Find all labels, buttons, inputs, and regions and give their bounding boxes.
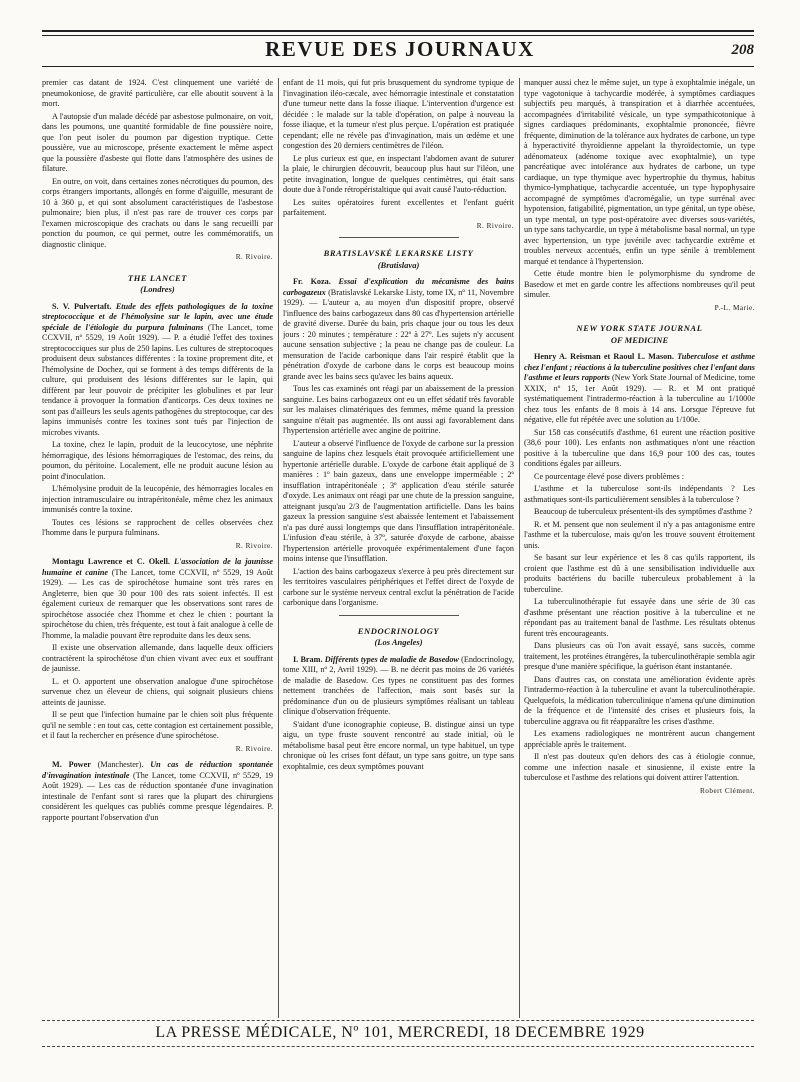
header-rule bbox=[42, 66, 754, 67]
article-author: S. V. Pulvertaft. bbox=[52, 301, 112, 311]
paragraph: Il se peut que l'infection humaine par le chien soit plus fréquente qu'il ne semble : en tout cas, cette contagion est certainement possible, et il faut la rechercher en présence d'une spirochétose. bbox=[42, 710, 273, 740]
paragraph: A l'autopsie d'un malade décédé par asbestose pulmonaire, on voit, dans les poumons, une quantité formidable de fine poussière noire, que l'on peut isoler du poumon par digestion tryptique. Cette poussière, vue au microscope, présente exactement le même aspect que la poussière d'asbeste qui flotte dans l'atmosphère des usines de filature. bbox=[42, 111, 273, 173]
footer-rule bbox=[42, 1046, 754, 1047]
paragraph: manquer aussi chez le même sujet, un type à exophtalmie inégale, un type vagotonique à tachycardie modérée, à symptômes cardiaques subjectifs peu marqués, à transpiration et à diarrhée accentuées, accompagnées d'irritabilité vésicale, un type sympathicotonique à signes cardiaques prédominants, exophtalmie prononcée, fièvre fréquente, diminution de la tolérance aux hydrates de carbone, un type à hyperactivité thyroïdienne appelant la thyroïdectomie, un type adénomateux (adénome toxique avec exophtalmie), un type pancréatique avec intolérance aux hydrates de carbone, un type cardiaque, un type thymique avec hypertrophie du thymus, habitus thymico-lymphatique, tachycardie accentuée, un type hypophysaire accompagné de symptômes d'acromégalie, un type surrénal avec hypotension, fatigabilité, pigmentation, un type génital, un type obèse, un type mental, un type post-opératoire avec diverses sous-variétés, un type sans tachycardie, un type à métabolisme basal normal, un type avec hypertension, un type juvénile avec tachycardie extrême et troubles nerveux accentués, enfin un type sénile à tremblement marqué et tendance à l'hypertension. bbox=[524, 78, 755, 266]
article-author-place: (Manchester). bbox=[97, 760, 144, 769]
paragraph: Toutes ces lésions se rapprochent de celles observées chez l'homme dans le purpura fulminans. bbox=[42, 517, 273, 537]
paragraph: L'auteur a observé l'influence de l'oxyde de carbone sur la pression sanguine de lapins chez lesquels était provoquée artificiellement une hypertonie artérielle durable. L'oxyde de carbone était appliqué de 3 manières : 1º bain gazeux, dans une enveloppe imperméable ; 2º insufflation intrapéritonéale ; 3º application d'eau stérile saturée d'oxyde. Les animaux ont réagi par une chute de la pression sanguine, atteignant jusqu'au 2/3 de l'augmentation artificielle. Dans les bains gazeux la pression sanguine s'est abaissée lentement et l'abaissement n'a pas duré aussi longtemps que dans l'insufflation intrapéritonéale. L'infusion d'eau stérile, à 37º, saturée d'oxyde de carbone, abaisse l'hypertension artérielle provoquée expérimentalement d'une façon moins intense que l'insufflation. bbox=[283, 438, 514, 563]
article-author: Henry A. Reisman et Raoul L. Mason. bbox=[534, 352, 674, 361]
author-signature: R. Rivoire. bbox=[235, 253, 273, 261]
article-header bbox=[283, 655, 514, 718]
journal-city: (Los Angeles) bbox=[374, 637, 423, 647]
journal-heading: ENDOCRINOLOGY bbox=[357, 625, 440, 636]
journal-section-title: REVUE DES JOURNAUX bbox=[265, 37, 535, 61]
article-header bbox=[42, 760, 273, 823]
paragraph: Il existe une observation allemande, dans laquelle deux officiers contractèrent la spirochétose d'un chien vivant avec eux et souffrant de jaunisse. bbox=[42, 643, 273, 673]
article-body: (The Lancet, tome CCXVII, nº 5529, 19 Août 1929). — P. a étudié l'effet des toxines streptococciques sur plus de 250 lapins. Les cultures de streptocoques produisent deux substances différentes : la toxine proprement dite, et l'hémolysine de Dochez, qui se forment à des temps différents de la culture, qui produisent des lésions différentes sur le lapin, qui diffèrent par leur pouvoir de précipiter les globulines et par leur tendance à provoquer la formation d'anticorps. Ces deux toxines ne sont pas d'ailleurs les seuls agents pathogènes du streptocoque, car des lapins immunisés contre les toxines sont tués par l'injection de microbes vivants. bbox=[42, 322, 273, 437]
paragraph: S'aidant d'une iconographie copieuse, B. distingue ainsi un type aigu, un type fruste souvent rencontré au stade initial, où le métabolisme basal peut être encore normal, un type habituel, un type chronique où les crises font défaut, un type sans goitre, un type sans exophtalmie, ces deux symptômes pouvant bbox=[283, 719, 514, 771]
paragraph: Dans plusieurs cas où l'on avait essayé, sans succès, comme traitement, les protéines étrangères, la tuberculinothérapie sembla agir presque d'une manière spécifique, la guérison étant instantanée. bbox=[524, 641, 755, 671]
footer-rule bbox=[42, 1020, 754, 1021]
author-signature: P.-L. Marie. bbox=[714, 303, 755, 312]
page-number: 208 bbox=[731, 42, 754, 58]
paragraph: R. et M. pensent que non seulement il n'y a pas antagonisme entre l'asthme et la tuberculose, mais qu'on les trouve souvent étroitement unis. bbox=[524, 519, 755, 550]
paragraph: En outre, on voit, dans certaines zones nécrotiques du poumon, des corps étrangers importants, allongés en forme d'aiguille, mesurant de 10 à 360 μ, et qui sont absolument caractéristiques de l'asbestose pulmonaire; bien plus, il n'est pas rare de trouver ces corps par l'examen microscopique des crachats ou dans le sang recueilli par ponction du poumon, ce qui permet, outre les commémoratifs, un diagnostic clinique. bbox=[42, 176, 273, 249]
author-signature: R. Rivoire. bbox=[235, 541, 273, 550]
article-body: (Bratislavské Lekarske Listy, tome IX, nº 11, Novembre 1929). — L'auteur a, au moyen d'un dispositif propre, observé l'influence des bains carbogazeux dans 80 cas d'hypertension artérielle de gravité diverse. Durée du bain, pris chaque jour ou tous les deux jours : 20 minutes ; température : 22º à 27º. Les sujets n'y accusent aucune sensation subjective ; la peau ne change pas de couleur. La mensuration de l'acide carbonique dans l'air respiré établit que la pénétration d'oxyde de carbone dans le corps est beaucoup moins grande avec les bains secs qu'avec les bains aqueux. bbox=[283, 287, 514, 381]
article-header bbox=[42, 557, 273, 641]
journal-heading: THE LANCET bbox=[127, 272, 188, 283]
paragraph: Les examens radiologiques ne montrèrent aucun changement appréciable après le traitement. bbox=[524, 729, 755, 749]
article-body: (Endocrinology, tome XIII, nº 2, Avril 1929). — B. ne décrit pas moins de 26 variétés de maladie de Basedow. Ces types ne constituent pas des formes nettement tranchées de l'affection, mais sont basés sur la prédominance d'un ou de plusieurs symptômes réalisant un tableau clinique d'observation fréquente. bbox=[283, 654, 514, 716]
article-author: M. Power bbox=[52, 760, 91, 769]
article-author: Fr. Koza. bbox=[293, 277, 331, 286]
article-body: (New York State Journal of Medicine, tome XXIX, nº 15, 1er Août 1929). — R. et M ont pratiqué systématiquement l'intradermo-réaction à la tuberculine au 1/1000e chez tous les enfants de 8 mois à 14 ans. Lorsque l'épreuve fut négative, elle fut répétée avec une solution au 1/100e. bbox=[524, 373, 755, 424]
paragraph: Beaucoup de tuberculeux présentent-ils des symptômes d'asthme ? bbox=[534, 507, 753, 516]
article-header bbox=[42, 302, 273, 439]
article-title: Différents types de maladie de Basedow bbox=[324, 654, 459, 664]
paragraph: Sur 158 cas consécutifs d'asthme, 61 eurent une réaction positive (38,6 pour 100). Les enfants non asthmatiques n'ont une réaction positive à la tuberculine que dans 16,9 pour 100 des cas, toutes conditions égales par ailleurs. bbox=[524, 427, 755, 468]
article-body: (The Lancet, tome CCXVII, nº 5529, 19 Août 1929). — Les cas de réduction spontanée d'une invagination intestinale de l'enfant sont si rares que la plupart des chirurgiens considèrent les quelques cas publiés comme presque légendaires. P. rapporte pourtant l'observation d'un bbox=[42, 770, 273, 822]
author-signature: R. Rivoire. bbox=[476, 221, 514, 230]
paragraph: Cette étude montre bien le polymorphisme du syndrome de Basedow et met en garde contre les affections nombreuses qu'il peut simuler. bbox=[524, 269, 755, 299]
article-author: I. Bram. bbox=[293, 654, 323, 664]
paragraph: La tuberculinothérapie fut essayée dans une série de 30 cas d'asthme présentant une réaction positive à la tuberculine et ne répondant pas au traitement banal de l'asthme. Les résultats obtenus furent très encourageants. bbox=[524, 597, 755, 638]
paragraph: premier cas datant de 1924. C'est clinquement une variété de pneumokoniose, de gravité particulière, car elle aboutit souvent à la mort. bbox=[42, 78, 273, 108]
author-signature: R. Rivoire. bbox=[235, 744, 273, 753]
column-middle bbox=[283, 78, 514, 1018]
paragraph: L'hémolysine produit de la leucopénie, des hémorragies locales en injection intramusculaire ou intrapéritonéale, même chez les animaux immunisés contre la toxine. bbox=[42, 484, 273, 514]
paragraph: L. et O. apportent une observation analogue d'une spirochétose survenue chez un éleveur de chiens, qui soignait plusieurs chiens atteints de jaunisse. bbox=[42, 676, 273, 707]
paragraph: Ce pourcentage élevé pose divers problèmes : bbox=[534, 471, 685, 481]
footer-publication-line: LA PRESSE MÉDICALE, Nº 101, MERCREDI, 18 DECEMBRE 1929 bbox=[155, 1024, 645, 1041]
top-rule bbox=[42, 30, 754, 36]
column-right bbox=[524, 78, 755, 1018]
paragraph: L'asthme et la tuberculose sont-ils indépendants ? Les asthmatiques sont-ils particulièrement sensibles à la tuberculose ? bbox=[524, 484, 755, 504]
section-divider bbox=[339, 615, 459, 616]
paragraph: Les suites opératoires furent excellentes et l'enfant guérit parfaitement. bbox=[283, 197, 514, 217]
paragraph: Tous les cas examinés ont réagi par un abaissement de la pression sanguine. Les bains carbogazeux ont eu un effet sédatif très favorable sur les malaises climatériques des femmes, même quand la pression sanguine n'était pas augmentée. Ils ont aussi agi favorablement dans l'hypertension artérielle avec angine de poitrine. bbox=[283, 384, 514, 435]
column-separator bbox=[278, 78, 279, 1018]
article-title: Un cas de réduction spontanée d'invagination intestinale bbox=[42, 760, 273, 780]
article-body: (The Lancet, tome CCXVII, nº 5529, 19 Août 1929). — Les cas de spirochétose humaine sont très rares en Angleterre, bien que 30 pour 100 des rats soient infectés. Il est également curieux de remarquer que les observations sont rares de spirochétose associée chez l'homme et chez le chien : pourtant la spirochétose du chien, très fréquente, est tout à fait analogue à celle de l'homme, la maladie pouvant être reproduite dans les deux sens. bbox=[42, 567, 273, 640]
paragraph: Il n'est pas douteux qu'en dehors des cas à étiologie connue, comme une infection nasale et sinusienne, il existe entre la tuberculose et l'asthme des relations qui doivent attirer l'attention. bbox=[524, 752, 755, 782]
column-left bbox=[42, 78, 273, 1018]
article-header bbox=[283, 277, 514, 382]
author-signature: Robert Clément. bbox=[699, 786, 755, 795]
article-title: Etude des effets pathologiques de la toxine streptococcique et de l'hémolysine sur le lapin, avec une étude spéciale de l'étiologie du purpura fulminans bbox=[42, 301, 273, 332]
journal-city: (Londres) bbox=[140, 284, 175, 294]
article-author: Montagu Lawrence et C. Okell. bbox=[52, 557, 170, 566]
article-header bbox=[524, 352, 755, 426]
article-title: L'association de la jaunisse humaine et canine bbox=[42, 557, 273, 577]
paragraph: Se basant sur leur expérience et les 8 cas qu'ils rapportent, ils croient que l'asthme est dû à une sensibilisation individuelle aux produits bactériens du bacille tuberculeux probablement à la tuberculine. bbox=[524, 553, 755, 594]
paragraph: Dans d'autres cas, on constata une amélioration évidente après l'intradermo-réaction à la tuberculine et avant la tuberculinothérapie. Quelquefois, la médication tuberculinique n'amena qu'une diminution de la fréquence et de l'intensité des crises et plusieurs fois, la tuberculine aggrava ou fit réapparaître les crises d'asthme. bbox=[524, 674, 755, 726]
column-separator bbox=[519, 78, 520, 1018]
section-divider bbox=[339, 237, 459, 238]
article-title: Tuberculose et asthme chez l'enfant ; réactions à la tuberculine positives chez l'enfant dans l'asthme et leurs rapports bbox=[524, 352, 755, 382]
journal-heading: BRATISLAVSKÉ LEKARSKE LISTY bbox=[323, 248, 474, 258]
journal-heading-cont: OF MEDICINE bbox=[610, 334, 669, 345]
article-title: Essai d'explication du mécanisme des bains carbogazeux bbox=[283, 277, 514, 297]
paragraph: enfant de 11 mois, qui fut pris brusquement du syndrome typique de l'invagination iléo-cæcale, avec hémorragie intestinale et constatation d'une tumeur nette dans la fosse iliaque. L'intervention d'urgence est décidée : le malade sur la table d'opération, on palpe à nouveau la fosse iliaque, et la tumeur n'est plus perçue. L'opération est pratiquée cependant; elle ne révèle pas d'invagination, mais un œdème et une congestion des 20 derniers centimètres de l'iléon. bbox=[283, 78, 514, 150]
paragraph: Le plus curieux est que, en inspectant l'abdomen avant de suturer la plaie, le chirurgien découvrit, beaucoup plus haut sur l'iléon, une petite invagination, longue de quelques centimètres, qui était sans doute due à l'onde rétropéristaltique qui avait causé l'auto-réduction. bbox=[283, 153, 514, 194]
paragraph: La toxine, chez le lapin, produit de la leucocytose, une néphrite hémorragique, des lésions hémorragiques de l'estomac, des reins, du poumon, du péritoine. Localement, elle ne produit aucune lésion au point d'inoculation. bbox=[42, 440, 273, 481]
journal-city: (Bratislava) bbox=[377, 259, 420, 270]
paragraph: L'action des bains carbogazeux s'exerce à peu près directement sur les territoires vasculaires périphériques et l'effet direct de l'oxyde de carbone sur le système nerveux central exclut la pénétration de l'acide carbonique dans l'organisme. bbox=[283, 566, 514, 607]
journal-heading: NEW YORK STATE JOURNAL bbox=[576, 323, 703, 333]
